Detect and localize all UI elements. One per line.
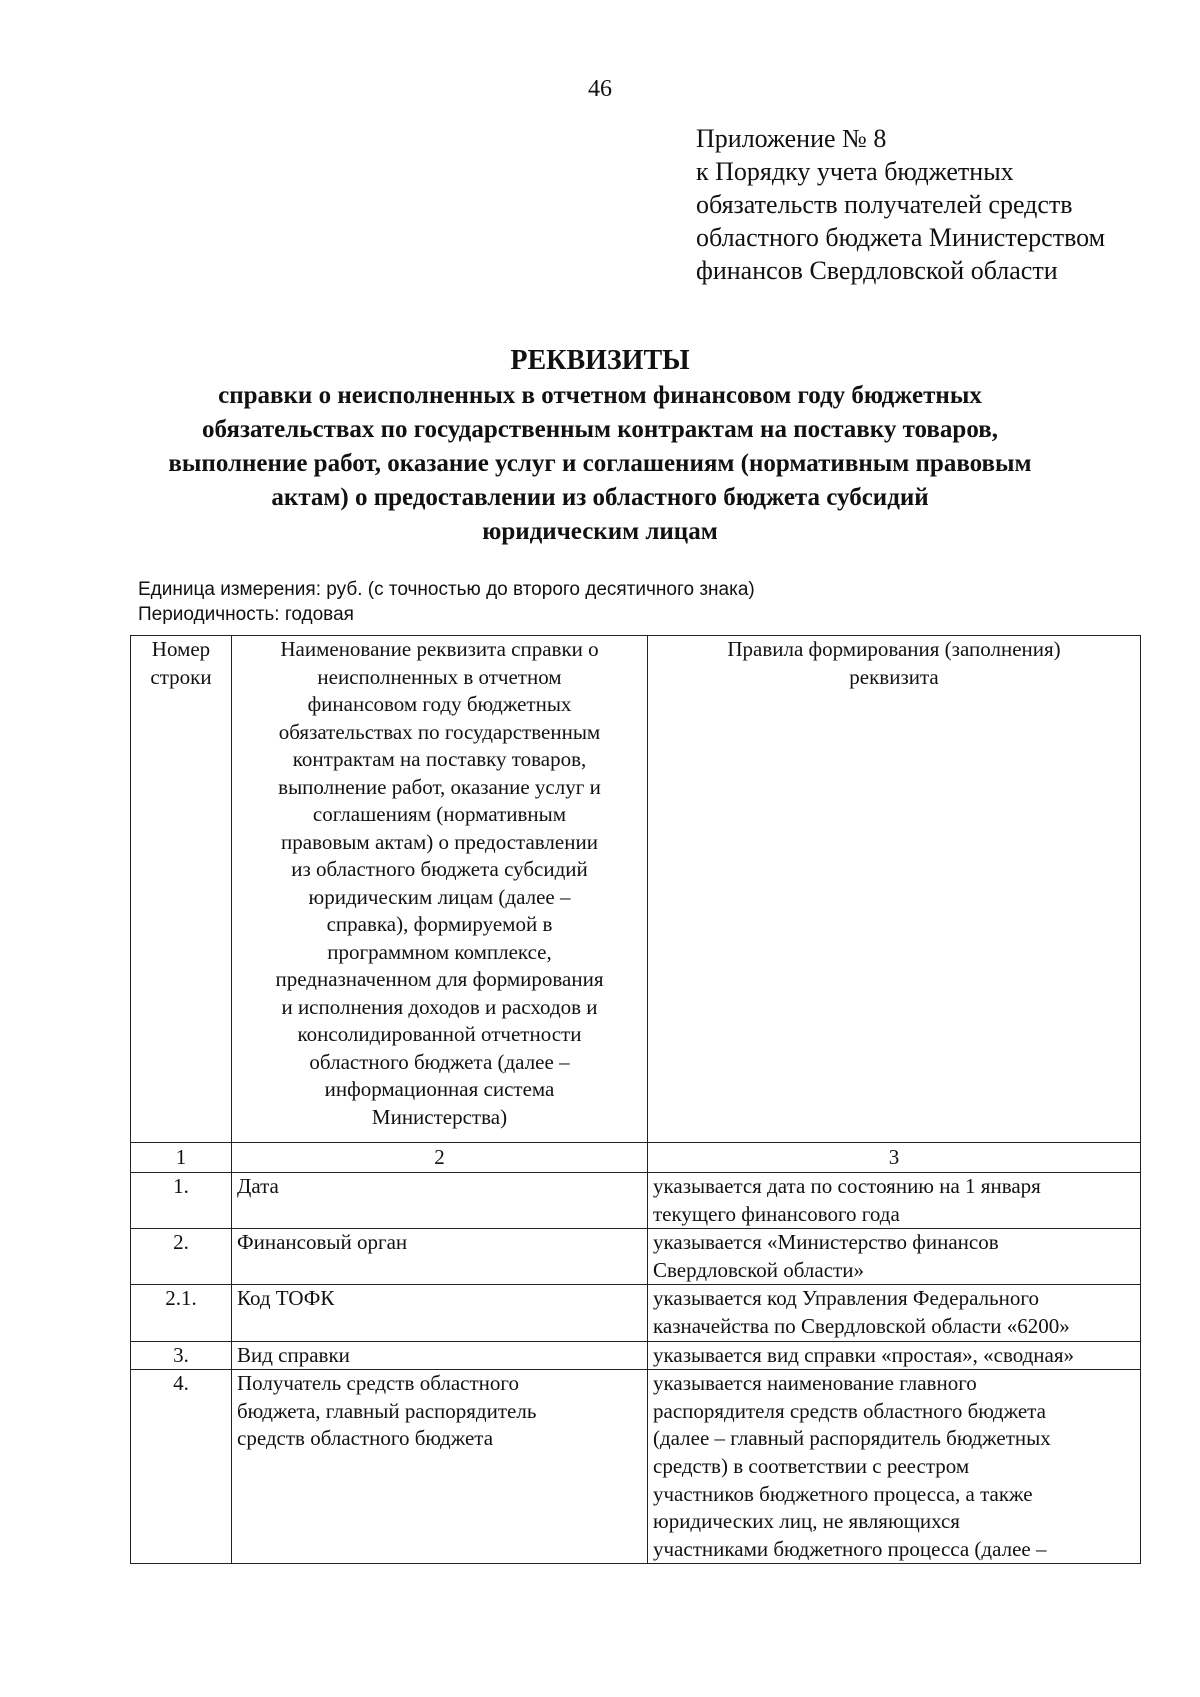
document-subtitle — [0, 379, 1200, 549]
filling-rule-text: текущего финансового года — [653, 1201, 900, 1226]
header-text: юридическим лицам (далее – — [308, 884, 571, 909]
subtitle-line: справки о неисполненных в отчетном финансовом году бюджетных — [218, 382, 982, 409]
requisite-name — [232, 1285, 648, 1341]
subtitle-line: юридическим лицам — [482, 518, 718, 545]
table-row — [131, 1285, 1141, 1341]
filling-rule — [648, 1285, 1141, 1341]
subtitle-line: актам) о предоставлении из областного бюджета субсидий — [271, 484, 929, 511]
appendix-block — [696, 122, 1105, 287]
subtitle-line: выполнение работ, оказание услуг и соглашениям (нормативным правовым — [168, 450, 1032, 477]
header-text: Номер — [151, 637, 211, 661]
requisite-name-text: средств областного бюджета — [237, 1426, 494, 1451]
table-header-row — [131, 636, 1141, 1143]
periodicity: Периодичность: годовая — [138, 604, 354, 625]
filling-rule-text: распорядителя средств областного бюджета — [653, 1398, 1046, 1423]
header-text: Министерства) — [371, 1104, 508, 1129]
unit-of-measure: Единица измерения: руб. (с точностью до второго десятичного знака) — [138, 579, 755, 600]
subtitle-line: обязательствах по государственным контрактам на поставку товаров, — [202, 416, 998, 443]
header-text: информационная система — [324, 1077, 555, 1101]
filling-rule-text: указывается код Управления Федерального — [653, 1286, 1039, 1311]
header-text: контрактам на поставку товаров, — [292, 747, 587, 771]
header-text: консолидированной отчетности — [297, 1022, 582, 1046]
header-text: выполнение работ, оказание услуг и — [278, 774, 601, 799]
column-numbers-row — [131, 1143, 1141, 1173]
header-text: строки — [150, 664, 212, 689]
row-number: 4. — [131, 1370, 232, 1564]
filling-rule-text: участниками бюджетного процесса (далее – — [653, 1536, 1047, 1561]
column-number: 3 — [648, 1143, 1141, 1173]
filling-rule-text: казначейства по Свердловской области «6200» — [653, 1313, 1070, 1338]
table-row — [131, 1341, 1141, 1370]
filling-rule — [648, 1370, 1141, 1564]
header-requisite-name — [232, 636, 648, 1143]
filling-rule-text: юридических лиц, не являющихся — [653, 1509, 960, 1534]
header-text: Правила формирования (заполнения) — [727, 637, 1061, 661]
table-row — [131, 1229, 1141, 1285]
header-text: и исполнения доходов и расходов и — [281, 994, 598, 1019]
requisite-name-text: Вид справки — [237, 1342, 350, 1367]
header-text: финансовом году бюджетных — [307, 692, 572, 716]
header-text: программном комплексе, — [327, 939, 552, 964]
column-number: 2 — [232, 1143, 648, 1173]
appendix-line: обязательств получателей средств — [696, 190, 1073, 219]
requisite-name-text: Получатель средств областного — [237, 1371, 520, 1396]
table-row — [131, 1173, 1141, 1229]
header-text: из областного бюджета субсидий — [291, 857, 588, 881]
row-number: 3. — [131, 1341, 232, 1370]
requisite-name — [232, 1173, 648, 1229]
row-number: 2.1. — [131, 1285, 232, 1341]
requisite-name-text: Код ТОФК — [237, 1286, 335, 1311]
header-text: предназначенном для формирования — [275, 967, 604, 991]
requisite-name — [232, 1370, 648, 1564]
appendix-line: к Порядку учета бюджетных — [696, 157, 1014, 186]
requisites-table — [130, 635, 1141, 1564]
appendix-line: Приложение № 8 — [696, 124, 887, 153]
appendix-line: областного бюджета Министерством — [696, 223, 1106, 252]
row-number: 1. — [131, 1173, 232, 1229]
header-text: соглашениям (нормативным — [312, 802, 567, 826]
filling-rule — [648, 1173, 1141, 1229]
requisite-name — [232, 1229, 648, 1285]
header-text: реквизита — [849, 664, 939, 689]
appendix-line: финансов Свердловской области — [696, 256, 1058, 285]
document-title-block — [0, 345, 1200, 549]
header-text: областного бюджета (далее – — [309, 1049, 570, 1074]
header-text: правовым актам) о предоставлении — [281, 829, 598, 854]
column-number: 1 — [131, 1143, 232, 1173]
filling-rule-text: указывается наименование главного — [653, 1371, 977, 1396]
filling-rule-text: указывается дата по состоянию на 1 января — [653, 1174, 1041, 1198]
filling-rule-text: участников бюджетного процесса, а также — [653, 1481, 1033, 1506]
requisite-name — [232, 1341, 648, 1370]
header-text: неисполненных в отчетном — [317, 664, 562, 689]
document-title: РЕКВИЗИТЫ — [510, 345, 690, 376]
filling-rule-text: указывается вид справки «простая», «сводная» — [653, 1342, 1075, 1367]
row-number: 2. — [131, 1229, 232, 1285]
filling-rule — [648, 1341, 1141, 1370]
filling-rule-text: Свердловской области» — [653, 1257, 864, 1282]
header-text: справка), формируемой в — [326, 912, 553, 936]
filling-rule-text: средств) в соответствии с реестром — [653, 1453, 970, 1478]
header-text: Наименование реквизита справки о — [280, 637, 599, 661]
filling-rule-text: указывается «Министерство финансов — [653, 1230, 999, 1255]
header-filling-rules — [648, 636, 1141, 1143]
filling-rule — [648, 1229, 1141, 1285]
table-row — [131, 1370, 1141, 1564]
requisite-name-text: бюджета, главный распорядитель — [237, 1398, 537, 1423]
header-row-number — [131, 636, 232, 1143]
page-number: 46 — [588, 76, 612, 102]
requisite-name-text: Финансовый орган — [237, 1230, 408, 1255]
header-text: обязательствах по государственным — [278, 719, 601, 744]
filling-rule-text: (далее – главный распорядитель бюджетных — [653, 1426, 1051, 1451]
requisite-name-text: Дата — [237, 1174, 279, 1198]
